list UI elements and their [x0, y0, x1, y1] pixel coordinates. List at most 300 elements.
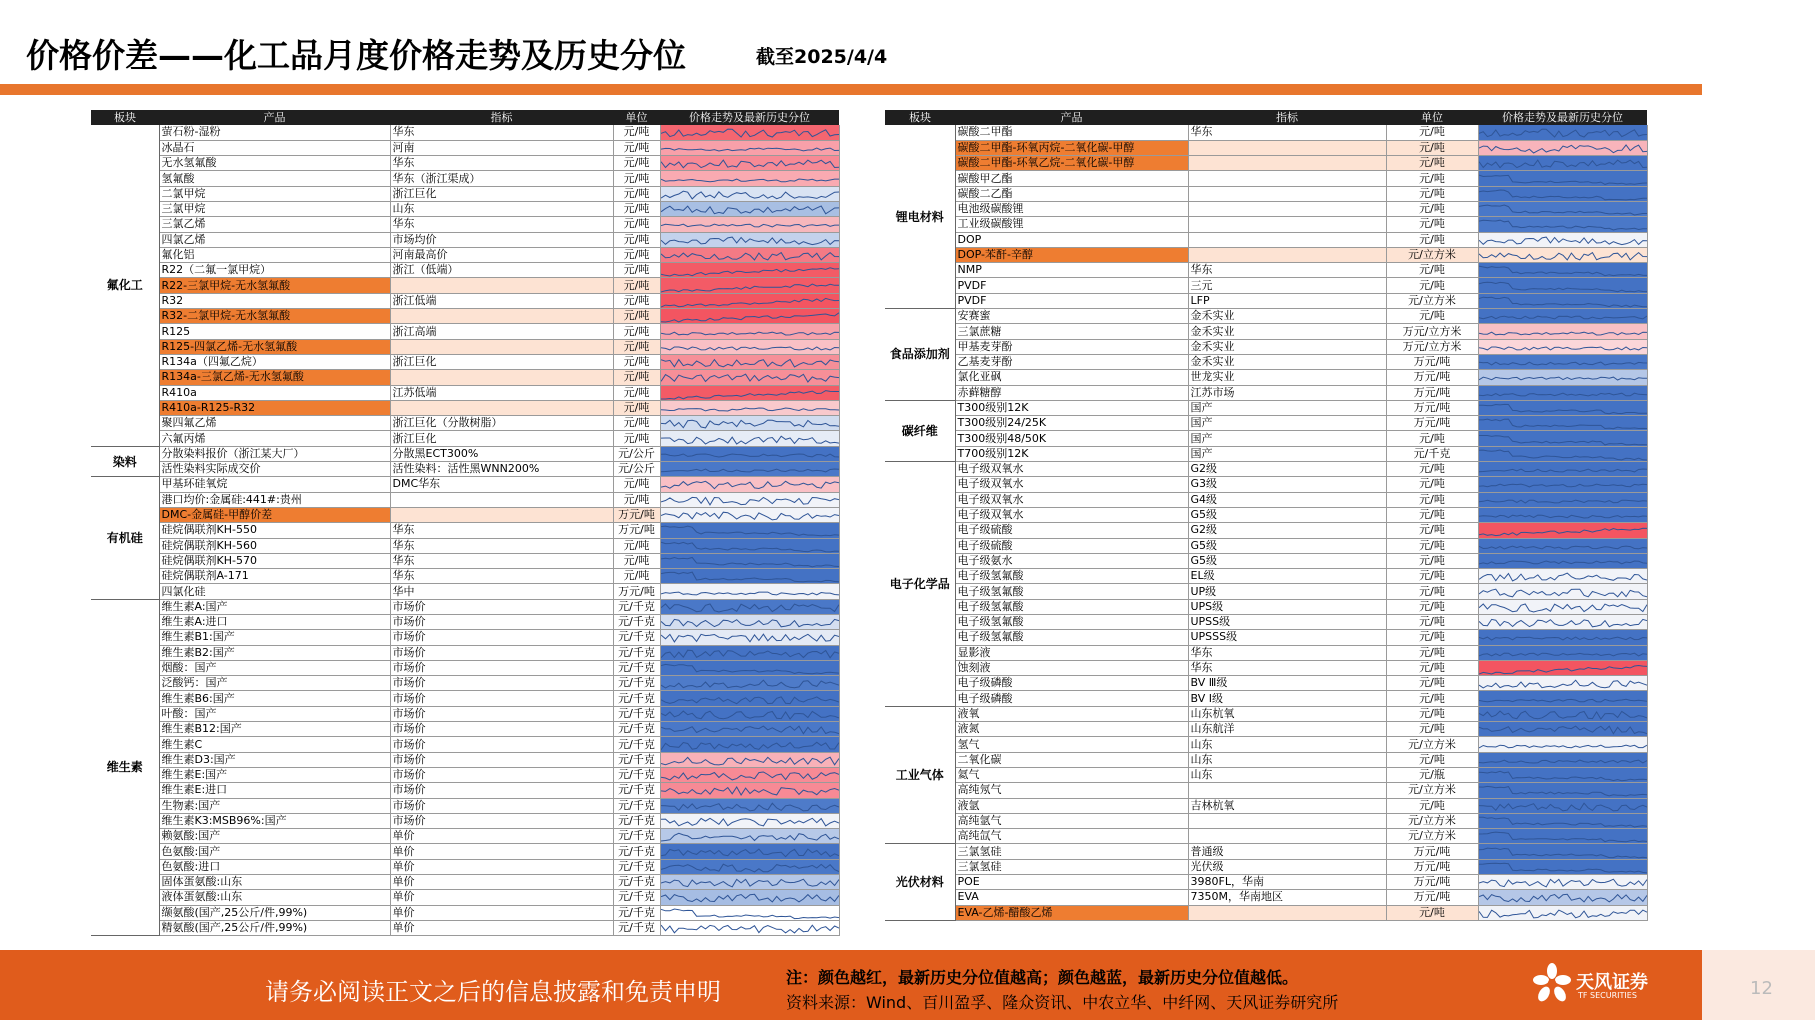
trend-sparkline-cell [1478, 599, 1647, 614]
trend-sparkline-cell [660, 385, 839, 400]
sparkline-path [661, 542, 839, 552]
unit-cell: 万元/吨 [1386, 875, 1478, 890]
brand-logo [1532, 962, 1662, 1008]
unit-cell: 万元/立方米 [1386, 339, 1478, 354]
trend-sparkline [661, 217, 839, 231]
sparkline-path [661, 620, 839, 627]
sparkline-path [1479, 666, 1647, 675]
sparkline-path [1479, 205, 1647, 215]
color-note: 注：颜色越红，最新历史分位值越高；颜色越蓝，最新历史分位值越低。 [786, 968, 1299, 987]
product-cell: POE [955, 875, 1188, 890]
header-unit: 单位 [613, 110, 660, 125]
indicator-cell [1188, 171, 1386, 186]
trend-sparkline-cell [660, 370, 839, 385]
product-cell: 二氯甲烷 [159, 186, 390, 201]
trend-sparkline [661, 263, 839, 277]
sparkline-path [1479, 404, 1647, 413]
sparkline-path [1479, 699, 1647, 702]
product-cell: 分散染料报价（浙江某大厂） [159, 446, 390, 461]
unit-cell: 元/吨 [613, 339, 660, 354]
trend-sparkline-cell [1478, 553, 1647, 568]
product-cell: 碳酸二甲酯-环氧丙烷-二氧化碳-甲醇 [955, 140, 1188, 155]
trend-sparkline-cell [1478, 217, 1647, 232]
sparkline-path [661, 284, 839, 292]
table-row [91, 890, 839, 905]
unit-cell: 元/吨 [613, 217, 660, 232]
product-cell: 电子级氨水 [955, 553, 1188, 568]
trend-sparkline-cell [1478, 660, 1647, 675]
unit-cell: 元/千克 [1386, 446, 1478, 461]
trend-sparkline-cell [1478, 615, 1647, 630]
indicator-cell: 3980FL，华南 [1188, 875, 1386, 890]
trend-sparkline [661, 141, 839, 155]
sparkline-path [1479, 771, 1647, 781]
unit-cell: 元/吨 [1386, 217, 1478, 232]
trend-sparkline-cell [1478, 186, 1647, 201]
trend-sparkline [1479, 340, 1647, 354]
sparkline-path [1479, 515, 1647, 518]
indicator-cell: 三元 [1188, 278, 1386, 293]
header-trend: 价格走势及最新历史分位 [660, 110, 839, 125]
trend-sparkline-cell [1478, 446, 1647, 461]
trend-sparkline-cell [1478, 875, 1647, 890]
product-cell: 蚀刻液 [955, 660, 1188, 675]
sparkline-path [661, 895, 839, 903]
table-row [885, 462, 1647, 477]
table-row [885, 599, 1647, 614]
indicator-cell: 市场价 [390, 722, 613, 737]
indicator-cell: 市场价 [390, 599, 613, 614]
unit-cell: 元/吨 [1386, 477, 1478, 492]
unit-cell: 元/吨 [613, 354, 660, 369]
trend-sparkline-cell [660, 844, 839, 859]
sparkline-path [1479, 745, 1647, 748]
flower-logo-icon [1532, 962, 1572, 1006]
trend-sparkline-cell [1478, 400, 1647, 415]
product-cell: 维生素D3:国产 [159, 752, 390, 767]
unit-cell: 元/千克 [613, 920, 660, 935]
trend-sparkline-cell [1478, 798, 1647, 813]
unit-cell: 元/千克 [613, 676, 660, 691]
indicator-cell: 单价 [390, 844, 613, 859]
trend-sparkline [1479, 493, 1647, 507]
unit-cell: 元/吨 [1386, 492, 1478, 507]
left-price-table [91, 110, 840, 936]
unit-cell: 元/千克 [613, 767, 660, 782]
trend-sparkline-cell [1478, 676, 1647, 691]
sparkline-path [661, 420, 839, 428]
trend-sparkline-cell [1478, 706, 1647, 721]
trend-sparkline-cell [1478, 630, 1647, 645]
product-cell: EVA-乙烯-醋酸乙烯 [955, 905, 1188, 920]
indicator-cell: 世龙实业 [1188, 370, 1386, 385]
page-number-box [1702, 950, 1815, 1020]
product-cell: 液氮 [955, 722, 1188, 737]
table-row [91, 569, 839, 584]
trend-sparkline [1479, 325, 1647, 339]
trend-sparkline-cell [1478, 813, 1647, 828]
indicator-cell: 普通级 [1188, 844, 1386, 859]
product-cell: R32 [159, 293, 390, 308]
sparkline-path [1479, 469, 1647, 472]
trend-sparkline-cell [660, 309, 839, 324]
trend-sparkline [661, 279, 839, 293]
trend-sparkline-cell [660, 691, 839, 706]
trend-sparkline [661, 401, 839, 415]
sparkline-path [661, 237, 839, 245]
table-row [885, 156, 1647, 171]
table-row [91, 339, 839, 354]
sector-label: 锂电材料 [885, 125, 955, 309]
trend-sparkline [1479, 233, 1647, 247]
product-cell: PVDF [955, 278, 1188, 293]
sparkline-path [1479, 803, 1647, 811]
product-cell: 电子级硫酸 [955, 523, 1188, 538]
indicator-cell [390, 370, 613, 385]
trend-sparkline [1479, 783, 1647, 797]
sparkline-path [661, 864, 839, 872]
sparkline-path [1479, 589, 1647, 597]
table-row [885, 263, 1647, 278]
trend-sparkline [1479, 187, 1647, 201]
product-cell: DOP [955, 232, 1188, 247]
indicator-cell: 浙江巨化 [390, 186, 613, 201]
unit-cell: 元/立方米 [1386, 293, 1478, 308]
product-cell: 电池级碳酸锂 [955, 201, 1188, 216]
trend-sparkline [661, 814, 839, 828]
unit-cell: 元/吨 [613, 569, 660, 584]
product-cell: 液体蛋氨酸:山东 [159, 890, 390, 905]
trend-sparkline-cell [1478, 538, 1647, 553]
table-row [91, 905, 839, 920]
sparkline-path [1479, 787, 1647, 797]
product-cell: 色氨酸:进口 [159, 859, 390, 874]
trend-sparkline [1479, 263, 1647, 277]
table-row [91, 660, 839, 675]
trend-sparkline [661, 309, 839, 323]
table-row [885, 140, 1647, 155]
indicator-cell [390, 492, 613, 507]
table-row [91, 201, 839, 216]
trend-sparkline-cell [660, 752, 839, 767]
unit-cell: 元/吨 [613, 171, 660, 186]
sparkline-path [1479, 561, 1647, 564]
trend-sparkline [661, 493, 839, 507]
trend-sparkline [661, 477, 839, 491]
trend-sparkline-cell [1478, 507, 1647, 522]
table-row [91, 584, 839, 599]
trend-sparkline-cell [1478, 737, 1647, 752]
trend-sparkline-cell [1478, 385, 1647, 400]
table-row [91, 446, 839, 461]
table-row [885, 691, 1647, 706]
trend-sparkline [1479, 676, 1647, 690]
trend-sparkline-cell [660, 599, 839, 614]
product-cell: 氟化铝 [159, 247, 390, 262]
table-row [91, 767, 839, 782]
trend-sparkline-cell [1478, 156, 1647, 171]
trend-sparkline [1479, 447, 1647, 461]
product-cell: R125 [159, 324, 390, 339]
header-indicator: 指标 [1188, 110, 1386, 125]
unit-cell: 元/千克 [613, 691, 660, 706]
unit-cell: 元/千克 [613, 660, 660, 675]
sparkline-path [1479, 485, 1647, 488]
product-cell: 精氨酸(国产,25公斤/件,99%) [159, 920, 390, 935]
table-row [91, 477, 839, 492]
unit-cell: 元/吨 [1386, 660, 1478, 675]
unit-cell: 元/吨 [1386, 798, 1478, 813]
trend-sparkline-cell [1478, 140, 1647, 155]
trend-sparkline-cell [660, 446, 839, 461]
product-cell: NMP [955, 263, 1188, 278]
indicator-cell: 市场价 [390, 783, 613, 798]
product-cell: 电子级氢氟酸 [955, 630, 1188, 645]
unit-cell: 万元/吨 [1386, 370, 1478, 385]
indicator-cell: LFP [1188, 293, 1386, 308]
trend-sparkline [661, 569, 839, 583]
trend-sparkline [1479, 692, 1647, 706]
unit-cell: 元/吨 [613, 263, 660, 278]
trend-sparkline [1479, 875, 1647, 889]
table-row [91, 416, 839, 431]
trend-sparkline [661, 432, 839, 446]
trend-sparkline-cell [660, 232, 839, 247]
product-cell: 维生素B2:国产 [159, 645, 390, 660]
indicator-cell: 华东 [390, 217, 613, 232]
trend-sparkline-cell [660, 523, 839, 538]
table-row [91, 171, 839, 186]
table-row [885, 752, 1647, 767]
trend-sparkline [661, 661, 839, 675]
unit-cell: 元/吨 [1386, 615, 1478, 630]
indicator-cell: 吉林杭氧 [1188, 798, 1386, 813]
sparkline-path [661, 925, 839, 933]
product-cell: 三氯甲烷 [159, 201, 390, 216]
sector-label: 工业气体 [885, 706, 955, 844]
unit-cell: 元/吨 [613, 431, 660, 446]
sparkline-path [661, 512, 839, 520]
trend-sparkline-cell [660, 829, 839, 844]
sparkline-path [1479, 190, 1647, 200]
table-row [885, 859, 1647, 874]
table-row [91, 370, 839, 385]
product-cell: 三氯氢硅 [955, 859, 1188, 874]
unit-cell: 元/吨 [1386, 569, 1478, 584]
product-cell: R22（二氟一氯甲烷） [159, 263, 390, 278]
indicator-cell [390, 339, 613, 354]
indicator-cell: G4级 [1188, 492, 1386, 507]
indicator-cell: 国产 [1188, 431, 1386, 446]
unit-cell: 元/吨 [613, 140, 660, 155]
indicator-cell [390, 278, 613, 293]
sparkline-path [661, 148, 839, 151]
sparkline-path [1479, 347, 1647, 350]
table-row [885, 492, 1647, 507]
table-row [885, 783, 1647, 798]
trend-sparkline [661, 783, 839, 797]
trend-sparkline-cell [1478, 354, 1647, 369]
indicator-cell: DMC华东 [390, 477, 613, 492]
indicator-cell [1188, 201, 1386, 216]
sparkline-path [661, 160, 839, 168]
indicator-cell [1188, 232, 1386, 247]
sparkline-path [1479, 129, 1647, 137]
indicator-cell: 市场价 [390, 767, 613, 782]
product-cell: 叶酸：国产 [159, 706, 390, 721]
sparkline-path [661, 482, 839, 489]
trend-sparkline-cell [660, 247, 839, 262]
trend-sparkline [1479, 539, 1647, 553]
sparkline-path [1479, 221, 1647, 231]
product-cell: 甲基环硅氧烷 [159, 477, 390, 492]
trend-sparkline-cell [660, 186, 839, 201]
table-row [885, 293, 1647, 308]
sparkline-path [661, 697, 839, 704]
trend-sparkline [661, 233, 839, 247]
table-row [885, 523, 1647, 538]
unit-cell: 元/吨 [613, 247, 660, 262]
logo-english: TF SECURITIES [1578, 991, 1637, 1000]
trend-sparkline [661, 156, 839, 170]
product-cell: 硅烷偶联剂KH-570 [159, 553, 390, 568]
trend-sparkline-cell [660, 416, 839, 431]
unit-cell: 元/吨 [613, 416, 660, 431]
product-cell: DMC-金属硅-甲醇价差 [159, 507, 390, 522]
unit-cell: 元/吨 [1386, 171, 1478, 186]
sparkline-path [1479, 160, 1647, 168]
trend-sparkline-cell [660, 660, 839, 675]
table-row [91, 462, 839, 477]
table-row [91, 156, 839, 171]
sparkline-path [1479, 681, 1647, 689]
sparkline-path [1479, 529, 1647, 536]
unit-cell: 元/吨 [1386, 263, 1478, 278]
unit-cell: 万元/吨 [1386, 844, 1478, 859]
product-cell: 液氩 [955, 798, 1188, 813]
trend-sparkline [1479, 906, 1647, 920]
product-cell: 氦气 [955, 767, 1188, 782]
unit-cell: 元/吨 [613, 186, 660, 201]
table-header-row [91, 110, 839, 125]
trend-sparkline [661, 508, 839, 522]
product-cell: 聚四氟乙烯 [159, 416, 390, 431]
sector-label: 电子化学品 [885, 462, 955, 707]
indicator-cell: G5级 [1188, 538, 1386, 553]
trend-sparkline [661, 447, 839, 461]
unit-cell: 元/千克 [613, 706, 660, 721]
sparkline-path [661, 711, 839, 719]
product-cell: 高纯氩气 [955, 813, 1188, 828]
table-row [885, 324, 1647, 339]
table-row [885, 844, 1647, 859]
trend-sparkline [1479, 156, 1647, 170]
unit-cell: 元/吨 [1386, 309, 1478, 324]
indicator-cell: 河南最高价 [390, 247, 613, 262]
unit-cell: 元/千克 [613, 737, 660, 752]
trend-sparkline [661, 187, 839, 201]
sparkline-path [1479, 175, 1647, 184]
unit-cell: 元/立方米 [1386, 783, 1478, 798]
indicator-cell: UPSS级 [1188, 615, 1386, 630]
product-cell: 活性染料实际成交价 [159, 462, 390, 477]
sparkline-path [661, 726, 839, 734]
indicator-cell: 国产 [1188, 446, 1386, 461]
table-row [91, 599, 839, 614]
header-trend: 价格走势及最新历史分位 [1478, 110, 1647, 125]
indicator-cell: 市场价 [390, 615, 613, 630]
product-cell: 硅烷偶联剂KH-550 [159, 523, 390, 538]
sparkline-path [1479, 879, 1647, 887]
indicator-cell: 单价 [390, 875, 613, 890]
trend-sparkline-cell [660, 538, 839, 553]
trend-sparkline [1479, 829, 1647, 843]
trend-sparkline [661, 172, 839, 186]
unit-cell: 元/吨 [1386, 140, 1478, 155]
trend-sparkline [661, 692, 839, 706]
indicator-cell: 市场价 [390, 630, 613, 645]
indicator-cell: BV Ⅰ级 [1188, 691, 1386, 706]
unit-cell: 万元/吨 [1386, 354, 1478, 369]
trend-sparkline-cell [660, 722, 839, 737]
product-cell: 维生素B6:国产 [159, 691, 390, 706]
product-cell: 维生素K3:MSB96%:国产 [159, 813, 390, 828]
table-row [885, 569, 1647, 584]
trend-sparkline-cell [660, 798, 839, 813]
trend-sparkline-cell [660, 125, 839, 140]
product-cell: R22-三氯甲烷-无水氢氟酸 [159, 278, 390, 293]
indicator-cell [390, 309, 613, 324]
table-row [91, 813, 839, 828]
unit-cell: 元/吨 [613, 538, 660, 553]
product-cell: 赤藓糖醇 [955, 385, 1188, 400]
product-cell: 赖氨酸:国产 [159, 829, 390, 844]
table-row [885, 385, 1647, 400]
trend-sparkline-cell [1478, 691, 1647, 706]
indicator-cell: 华东 [390, 125, 613, 140]
sparkline-path [661, 557, 839, 566]
trend-sparkline-cell [660, 507, 839, 522]
trend-sparkline [661, 615, 839, 629]
product-cell: 无水氢氟酸 [159, 156, 390, 171]
product-cell: 电子级双氧水 [955, 477, 1188, 492]
trend-sparkline-cell [1478, 416, 1647, 431]
sector-label: 维生素 [91, 599, 159, 936]
indicator-cell: 浙江巨化（分散树脂） [390, 416, 613, 431]
sparkline-path [661, 225, 839, 228]
product-cell: 碳酸二乙酯 [955, 186, 1188, 201]
table-row [91, 752, 839, 767]
table-row [91, 783, 839, 798]
trend-sparkline [661, 799, 839, 813]
trend-sparkline [661, 738, 839, 752]
unit-cell: 元/吨 [1386, 706, 1478, 721]
table-row [885, 232, 1647, 247]
table-row [91, 538, 839, 553]
indicator-cell: 金禾实业 [1188, 309, 1386, 324]
indicator-cell: 浙江（低端） [390, 263, 613, 278]
product-cell: 烟酸：国产 [159, 660, 390, 675]
trend-sparkline [1479, 477, 1647, 491]
sparkline-path [1479, 316, 1647, 319]
product-cell: 电子级磷酸 [955, 691, 1188, 706]
product-cell: 二氧化碳 [955, 752, 1188, 767]
trend-sparkline-cell [1478, 829, 1647, 844]
table-row [91, 844, 839, 859]
trend-sparkline-cell [660, 584, 839, 599]
product-cell: 碳酸甲乙酯 [955, 171, 1188, 186]
indicator-cell: 市场价 [390, 706, 613, 721]
